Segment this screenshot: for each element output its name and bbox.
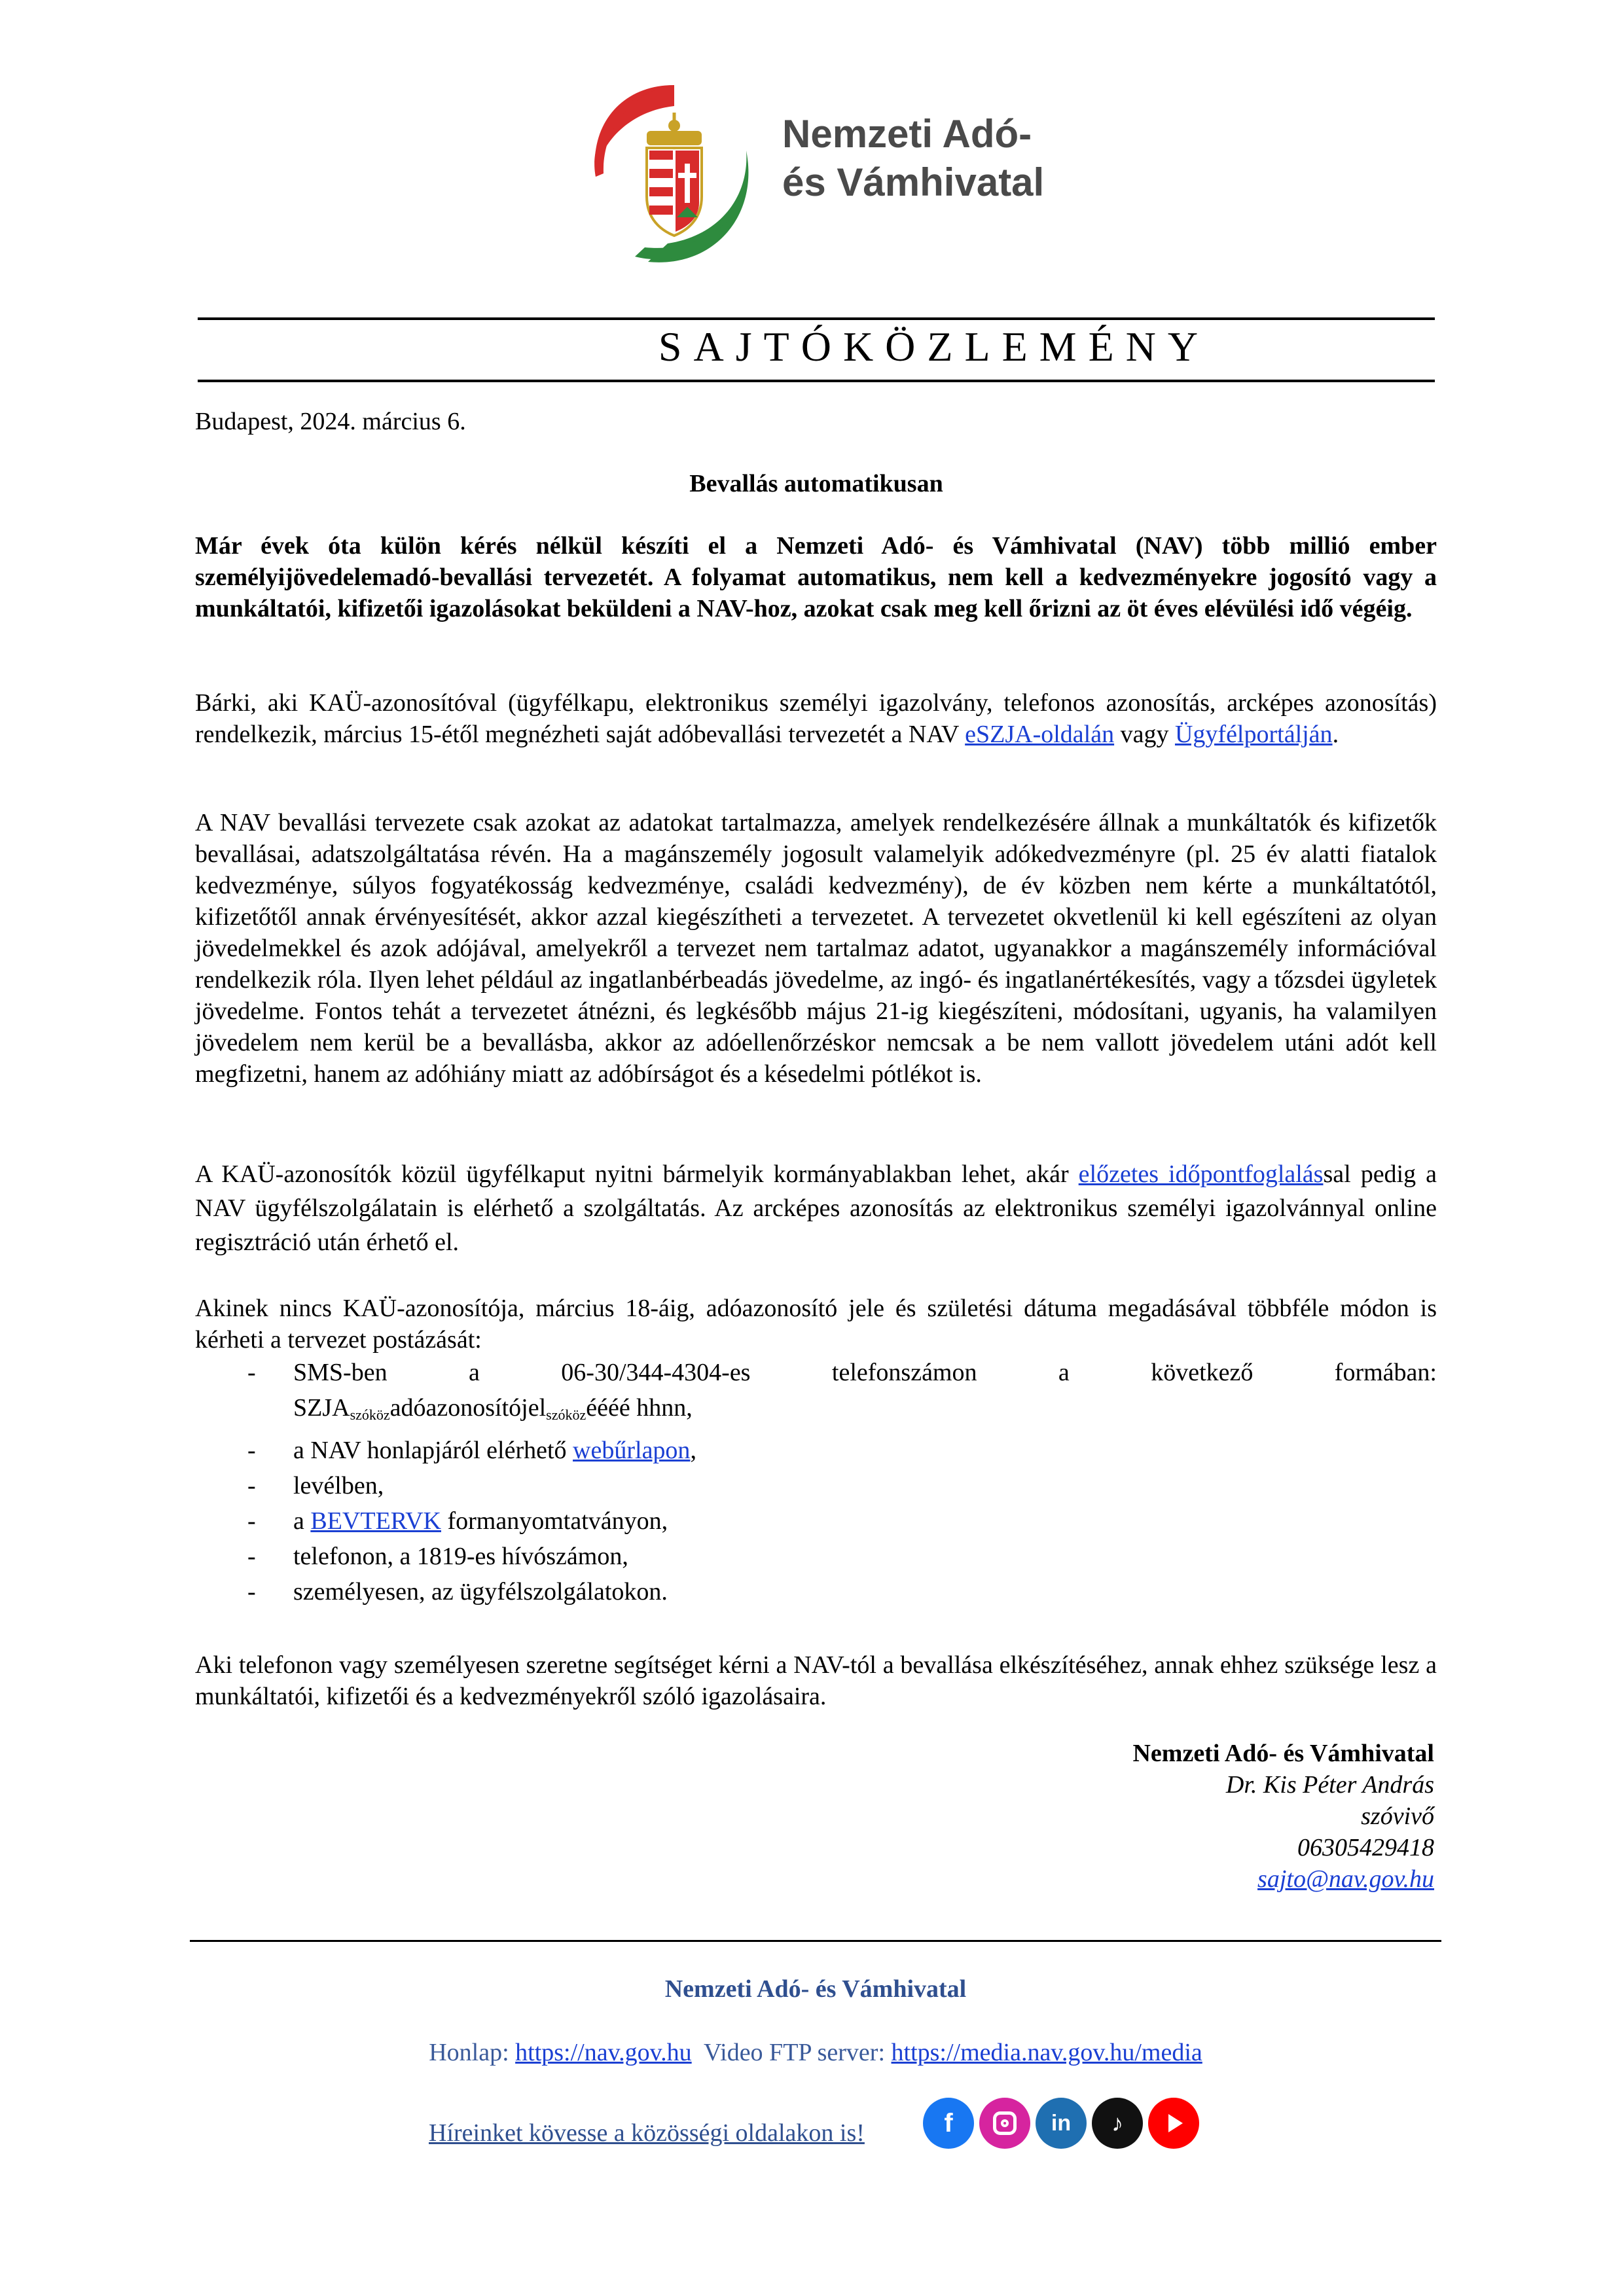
list-dash: - <box>247 1437 256 1464</box>
list-item <box>195 1539 1437 1574</box>
sms-word: következő <box>1151 1359 1254 1386</box>
paragraph-4 <box>195 1293 1437 1355</box>
nav-emblem-icon <box>569 65 779 275</box>
p5-text: Aki telefonon vagy személyesen szeretne segítséget kérni a NAV-tól a bevallása elkészítéséhez, annak ehhez szüksége lesz a munkáltatói, kifizetői és a kedvezményekről szóló igazolásaira. <box>195 1651 1437 1710</box>
sms-word: formában: <box>1334 1359 1437 1386</box>
linkedin-icon[interactable] <box>1036 2098 1087 2149</box>
paragraph-5 <box>195 1649 1437 1712</box>
p4-text: Akinek nincs KAÜ-azonosítója, március 18-áig, adóazonosító jele és születési dátuma megadásával többféle módon is kérheti a tervezet postázását: <box>195 1295 1437 1354</box>
list-dash: - <box>247 1507 256 1535</box>
masthead-top-rule <box>198 317 1435 320</box>
facebook-glyph: f <box>944 2108 953 2138</box>
sms-word: telefonszámon <box>831 1359 977 1386</box>
social-follow-link[interactable]: Híreinket kövesse a közösségi oldalakon is! <box>429 2119 865 2147</box>
eszja-link[interactable]: eSZJA-oldalán <box>965 721 1115 748</box>
web-text: a NAV honlapjáról elérhető <box>293 1437 573 1464</box>
masthead-title: SAJTÓKÖZLEMÉNY <box>658 323 1210 370</box>
footer-rule <box>190 1940 1441 1942</box>
personal-text: személyesen, az ügyfélszolgálatokon. <box>293 1578 668 1605</box>
list-item <box>195 1468 1437 1503</box>
logo-line-1: Nemzeti Adó- <box>782 112 1032 156</box>
request-methods-list <box>195 1355 1437 1609</box>
list-dash: - <box>247 1359 256 1386</box>
sms-code-b: adóazonosítójel <box>389 1394 547 1422</box>
dateline: Budapest, 2024. március 6. <box>195 408 466 435</box>
sms-format <box>293 1390 1437 1433</box>
footer-org: Nemzeti Adó- és Vámhivatal <box>664 1975 967 2003</box>
sms-line <box>293 1355 1437 1390</box>
bev-text: a <box>293 1507 311 1535</box>
sms-word: a <box>1058 1359 1070 1386</box>
lead-paragraph <box>195 530 1437 624</box>
logo-line-2: és Vámhivatal <box>782 160 1045 204</box>
p1-text-middle: vagy <box>1114 721 1175 748</box>
sms-code-a: SZJA <box>293 1394 350 1422</box>
footer-web-label: Honlap: <box>429 2039 516 2066</box>
bevtervk-link[interactable]: BEVTERVK <box>310 1507 441 1535</box>
lead-text: Már évek óta külön kérés nélkül készíti el a Nemzeti Adó- és Vámhivatal (NAV) több millió ember személyijövedelemadó-bevallási tervezetét. A folyamat automatikus, nem kell a kedvezményekre jogosító vagy a munkáltatói, kifizetői igazolásokat beküldeni a NAV-hoz, azokat csak meg kell őrizni az öt éves elévülési idő végéig. <box>195 532 1437 622</box>
list-item <box>195 1574 1437 1609</box>
phone-text: telefonon, a 1819-es hívószámon, <box>293 1543 628 1570</box>
facebook-icon[interactable] <box>923 2098 974 2149</box>
p1-text-after: . <box>1332 721 1339 748</box>
logo-wordmark <box>782 110 1044 207</box>
signature-org: Nemzeti Adó- és Vámhivatal <box>1132 1740 1434 1767</box>
webform-link[interactable]: webűrlapon <box>573 1437 691 1464</box>
sms-word: a <box>469 1359 480 1386</box>
signature-phone: 06305429418 <box>1297 1834 1434 1861</box>
list-item <box>195 1503 1437 1539</box>
tiktok-glyph: ♪ <box>1111 2109 1123 2136</box>
ugyfelportal-link[interactable]: Ügyfélportálján <box>1174 721 1333 748</box>
appointment-link[interactable]: előzetes időpontfoglalás <box>1078 1160 1324 1188</box>
sms-word: SMS-ben <box>293 1359 388 1386</box>
list-dash: - <box>247 1472 256 1499</box>
sms-space-2: szóköz <box>546 1407 586 1423</box>
paragraph-1 <box>195 687 1437 750</box>
list-item <box>195 1355 1437 1433</box>
list-dash: - <box>247 1578 256 1605</box>
paragraph-2 <box>195 807 1437 1090</box>
p2-text: A NAV bevallási tervezete csak azokat az adatokat tartalmazza, amelyek rendelkezésére állnak a munkáltatók és kifizetők bevallásai, adatszolgáltatása révén. Ha a magánszemély jogosult valamelyik adókedvezményre (pl. 25 év alatti fiatalok kedvezménye, súlyos fogyatékosság kedvezménye, családi kedvezmény), de év közben nem kérte a munkáltatótól, kifizetőtől annak érvényesítését, akkor azzal kiegészítheti a tervezetet. A tervezetet okvetlenül ki kell egészíteni az olyan jövedelmekkel és azok adójával, amelyekről a tervezet nem tartalmaz adatot, ugyanakkor a magánszemély információval rendelkezik róla. Ilyen lehet például az ingatlanbérbeadás jövedelme, az ingó- és ingatlanértékesítés, vagy a tőzsdei ügyletek jövedelme. Fontos tehát a tervezetet átnézni, és legkésőbb május 21-ig kiegészíteni, módosítani, ugyanis, ha valamilyen jövedelem nem kerül be a bevallásba, akkor az adóellenőrzéskor nemcsak a be nem vallott jövedelem utáni adót kell megfizetni, hanem az adóhiány miatt az adóbírságot és a késedelmi pótlékot is. <box>195 809 1437 1088</box>
article-title: Bevallás automatikusan <box>689 470 943 497</box>
sms-word: 06-30/344-4304-es <box>561 1359 751 1386</box>
nav-logo <box>569 65 1067 275</box>
footer-web-links <box>190 2037 1441 2068</box>
paragraph-3 <box>195 1157 1437 1259</box>
web-text-after: , <box>690 1437 696 1464</box>
list-item <box>195 1433 1437 1468</box>
p3-text-before: A KAÜ-azonosítók közül ügyfélkaput nyitni bármelyik kormányablakban lehet, akár <box>195 1160 1079 1188</box>
p1-text-before: Bárki, aki KAÜ-azonosítóval (ügyfélkapu, elektronikus személyi igazolvány, telefonos azonosítás, arcképes azonosítás) rendelkezik, március 15-étől megnézheti saját adóbevallási tervezetét a NAV <box>195 689 1437 748</box>
signature-role: szóvivő <box>1361 1803 1434 1830</box>
sms-space-1: szóköz <box>350 1407 390 1423</box>
youtube-play-shape <box>1168 2114 1183 2132</box>
linkedin-glyph: in <box>1051 2110 1072 2136</box>
instagram-camera-shape <box>993 2111 1017 2135</box>
youtube-icon[interactable] <box>1148 2098 1199 2149</box>
footer-ftp-label: Video FTP server: <box>691 2039 892 2066</box>
list-dash: - <box>247 1543 256 1570</box>
ftp-link[interactable]: https://media.nav.gov.hu/media <box>891 2039 1202 2066</box>
signature-email-link[interactable]: sajto@nav.gov.hu <box>1257 1865 1434 1893</box>
bev-text-after: formanyomtatványon, <box>441 1507 668 1535</box>
signature-block <box>1132 1738 1434 1895</box>
masthead-bottom-rule <box>198 380 1435 382</box>
signature-name: Dr. Kis Péter András <box>1225 1771 1434 1799</box>
tiktok-icon[interactable] <box>1092 2098 1143 2149</box>
p3-text-after: sal pedig a NAV ügyfélszolgálatain is elérhető a szolgáltatás. Az arcképes azonosítás az elektronikus személyi igazolvánnyal online regisztráció után érhető el. <box>195 1160 1437 1256</box>
instagram-icon[interactable] <box>979 2098 1030 2149</box>
letter-text: levélben, <box>293 1472 384 1499</box>
social-icons <box>923 2098 1199 2150</box>
sms-code-c: éééé hhnn, <box>586 1394 693 1422</box>
homepage-link[interactable]: https://nav.gov.hu <box>515 2039 692 2066</box>
